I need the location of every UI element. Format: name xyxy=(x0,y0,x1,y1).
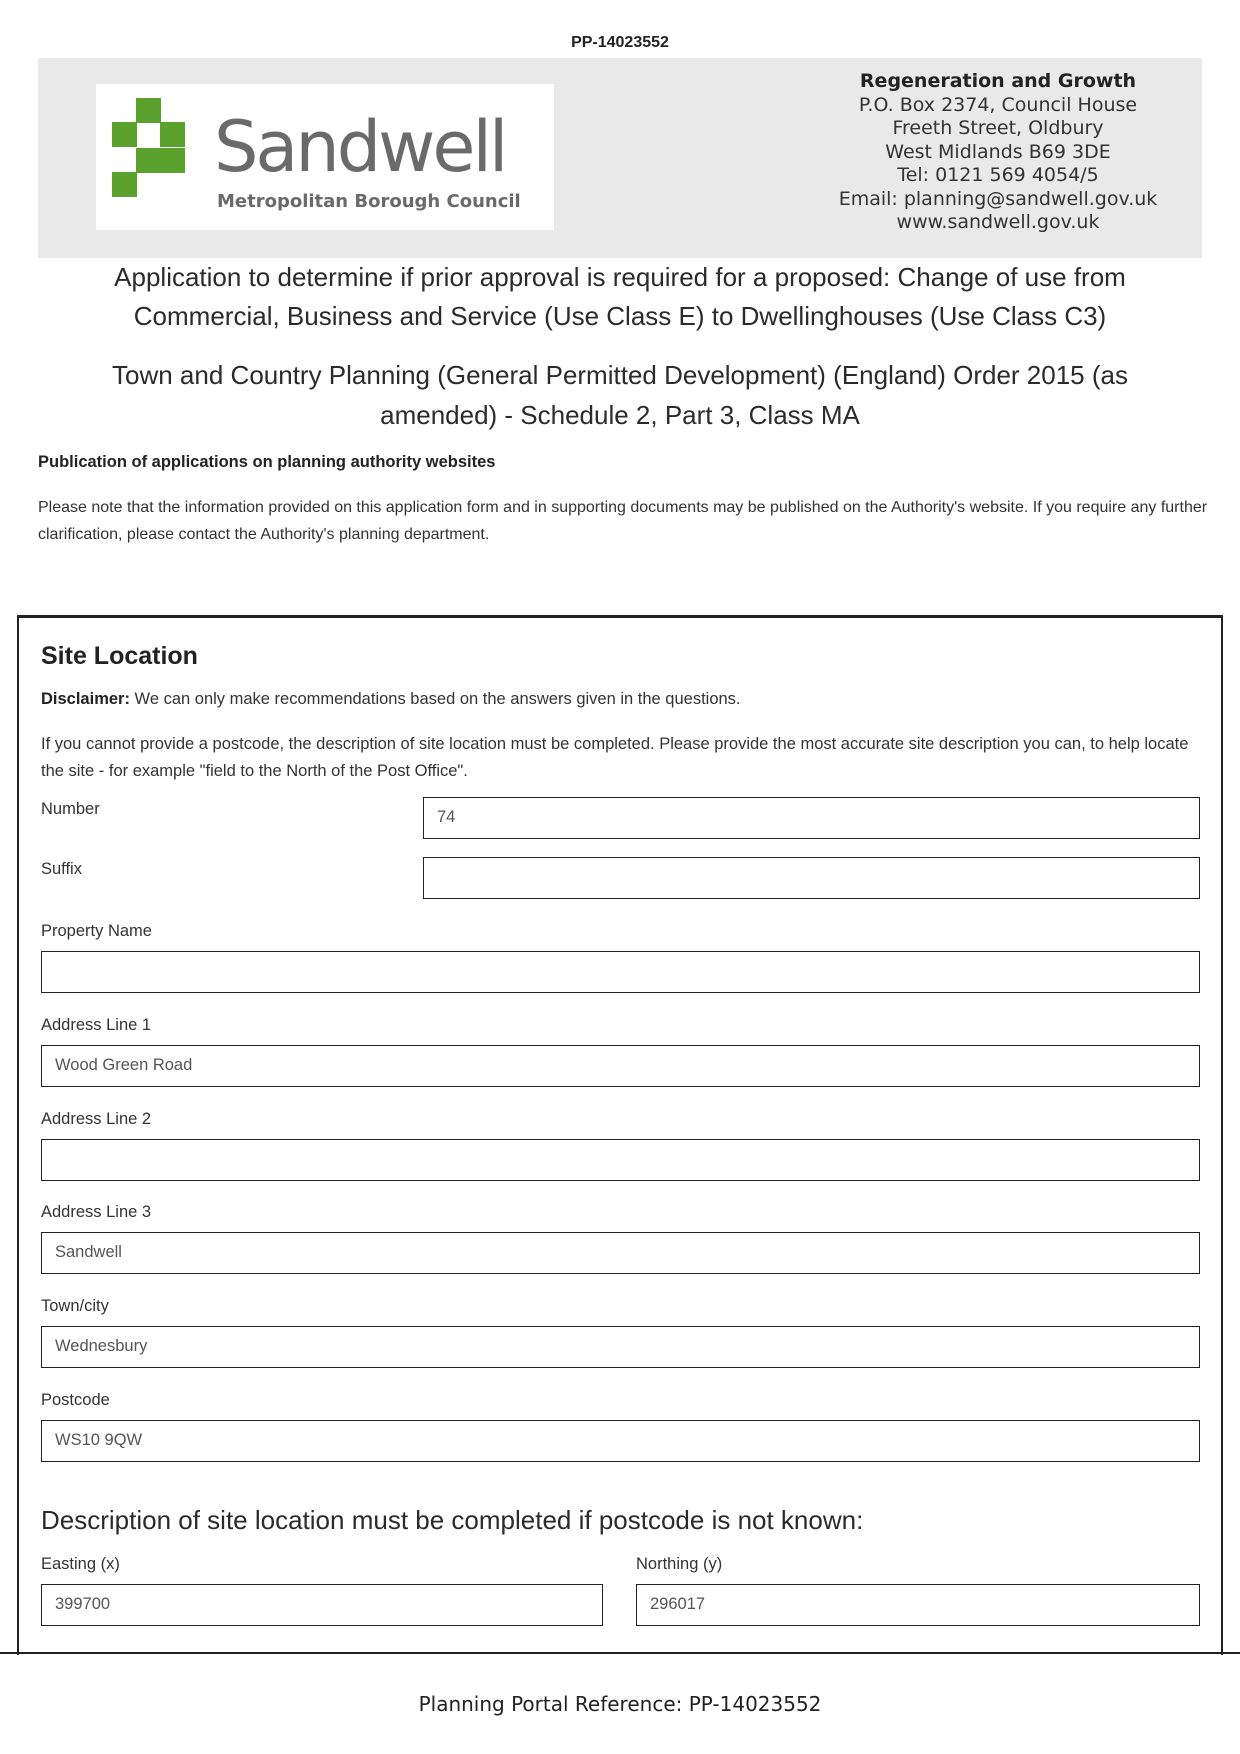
legislation-reference: Town and Country Planning (General Permitted Development) (England) Order 2015 (as amended) - Schedule 2, Part 3, Class MA xyxy=(112,360,1128,430)
address-line-1-field[interactable]: Wood Green Road xyxy=(41,1045,1200,1087)
publication-heading: Publication of applications on planning authority websites xyxy=(38,453,496,471)
logo-subtitle: Metropolitan Borough Council xyxy=(217,191,521,212)
council-banner xyxy=(38,58,1202,258)
application-title: Application to determine if prior approval is required for a proposed: Change of use from Commercial, Business and Service (Use Class E) to Dwellinghouses (Use Class C3) xyxy=(114,262,1126,331)
section-title: Site Location xyxy=(41,642,198,670)
address-line-3-label: Address Line 3 xyxy=(41,1203,152,1221)
logo-wordmark: Sandwell xyxy=(214,106,506,188)
address-line-2-field[interactable] xyxy=(41,1139,1200,1181)
address-line: P.O. Box 2374, Council House xyxy=(858,93,1138,116)
website: www.sandwell.gov.uk xyxy=(896,211,1100,233)
postcode-field[interactable]: WS10 9QW xyxy=(41,1420,1200,1462)
telephone: Tel: 0121 569 4054/5 xyxy=(897,164,1099,186)
number-label: Number xyxy=(41,800,100,818)
property-name-field[interactable] xyxy=(41,951,1200,993)
number-field[interactable]: 74 xyxy=(423,797,1200,839)
easting-label: Easting (x) xyxy=(41,1555,120,1573)
address-line-2-label: Address Line 2 xyxy=(41,1110,152,1128)
footer-reference: Planning Portal Reference: PP-14023552 xyxy=(418,1692,822,1716)
northing-label: Northing (y) xyxy=(636,1555,723,1573)
address-line-3-field[interactable]: Sandwell xyxy=(41,1232,1200,1274)
contact-block xyxy=(798,70,1198,235)
disclaimer-label: Disclaimer: xyxy=(41,690,130,708)
town-city-label: Town/city xyxy=(41,1297,109,1315)
department-name: Regeneration and Growth xyxy=(859,70,1137,92)
town-city-field[interactable]: Wednesbury xyxy=(41,1326,1200,1368)
reference-header: PP-14023552 xyxy=(571,34,669,51)
page-divider xyxy=(0,1652,1240,1654)
suffix-field[interactable] xyxy=(423,857,1200,899)
suffix-label: Suffix xyxy=(41,860,82,878)
address-line: Freeth Street, Oldbury xyxy=(892,117,1104,139)
address-line: West Midlands B69 3DE xyxy=(885,140,1111,163)
logo-squares-icon xyxy=(96,84,196,230)
property-name-label: Property Name xyxy=(41,922,152,940)
postcode-label: Postcode xyxy=(41,1391,110,1409)
disclaimer xyxy=(41,690,741,709)
publication-notice: Please note that the information provided on this application form and in supporting documents may be published on the Authority's website. If you require any further clarification, please contact the Authority's planning department. xyxy=(38,499,1208,543)
northing-field[interactable]: 296017 xyxy=(636,1584,1200,1626)
description-heading: Description of site location must be completed if postcode is not known: xyxy=(41,1505,864,1535)
site-location-intro: If you cannot provide a postcode, the description of site location must be completed. Please provide the most accurate site description you can, to help locate the site - for example "field to the North of the Post Office". xyxy=(41,735,1189,780)
email: Email: planning@sandwell.gov.uk xyxy=(838,187,1158,210)
council-logo xyxy=(96,84,554,230)
address-line-1-label: Address Line 1 xyxy=(41,1016,152,1034)
disclaimer-text: We can only make recommendations based on the answers given in the questions. xyxy=(129,690,741,708)
easting-field[interactable]: 399700 xyxy=(41,1584,603,1626)
